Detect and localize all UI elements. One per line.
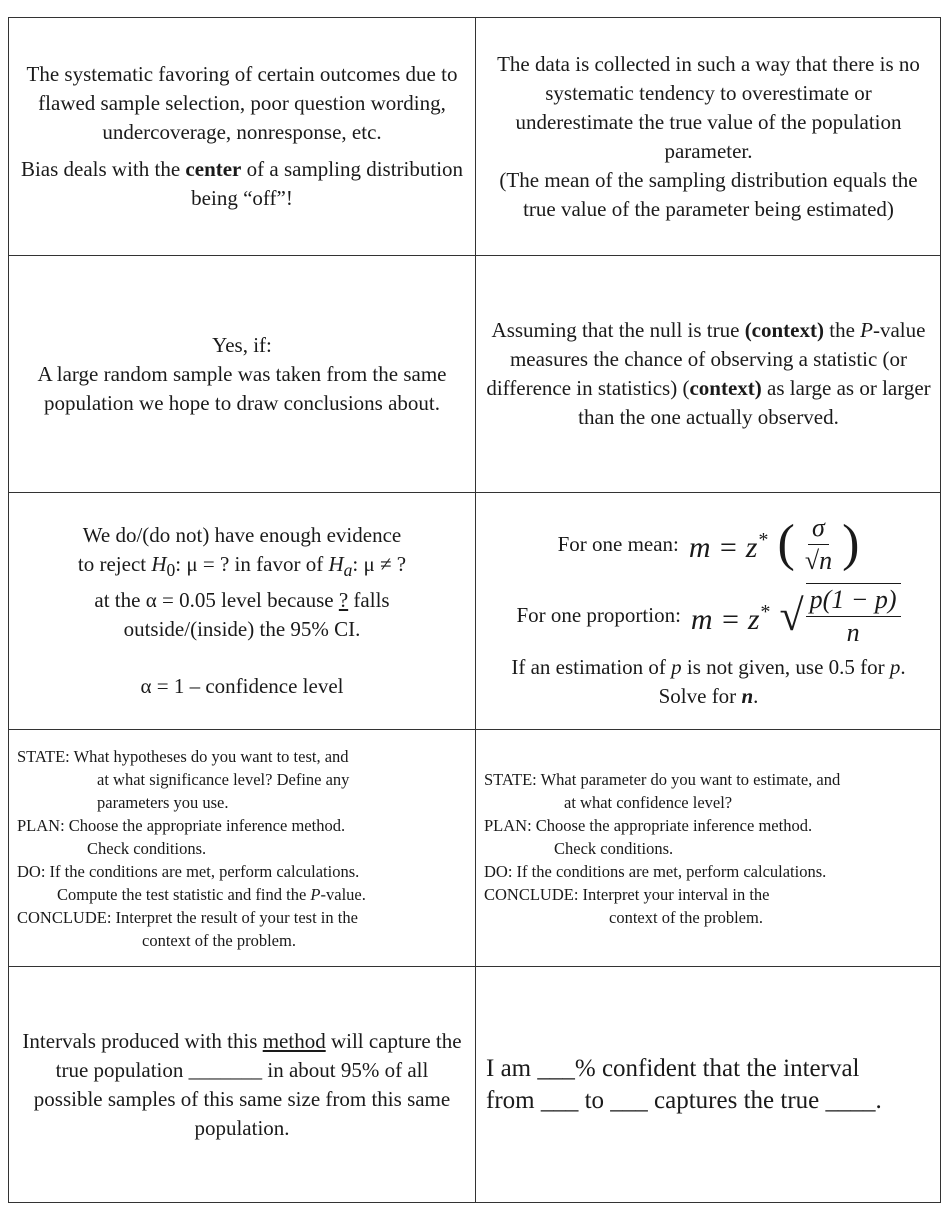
bias-definition-text: The systematic favoring of certain outcomes due to flawed sample selection, poor question wording, undercoverage, nonresponse, etc. [26,62,458,144]
yes-if-text: Yes, if: [212,332,272,357]
alpha-formula-text: α = 1 – confidence level [140,673,344,698]
test-state-step-cont: at what significance level? Define any [97,769,350,789]
ci-do-step: DO: If the conditions are met, perform calculations. [484,861,827,881]
test-state-step-cont: parameters you use. [97,792,229,812]
one-proportion-formula: For one proportion: m = z* √ $\frac{p(1 - p)}{n}$ [486,583,931,649]
conclusion-line-4: outside/(inside) the 95% CI. [123,616,361,641]
unbiased-definition-text: The data is collected in such a way that there is no systematic tendency to overestimate or underestimate the true value of the population parameter. [497,51,920,163]
ci-state-step-cont: at what confidence level? [564,792,733,812]
ci-interpretation-line-2: from ___ to ___ captures the true ____. [486,1087,882,1114]
card-ci-test-conclusion [9,493,475,729]
card-unbiased-definition [476,18,941,255]
ci-conclude-step-cont: context of the problem. [609,907,763,927]
confidence-level-text: Intervals produced with this method will capture the true population _______ in about 95% of all possible samples of this same size from this same population. [22,1029,462,1140]
test-state-step: STATE: What hypotheses do you want to test, and [17,746,349,766]
test-plan-step-cont: Check conditions. [87,838,207,858]
card-generalize-conditions [9,256,475,492]
card-confidence-interval-interpretation [476,967,941,1203]
test-do-step: DO: If the conditions are met, perform calculations. [17,861,360,881]
ci-state-step: STATE: What parameter do you want to estimate, and [484,769,841,789]
unbiased-note-text: (The mean of the sampling distribution equals the true value of the parameter being estimated) [499,167,918,221]
card-p-value-interpretation [476,256,941,492]
test-conclude-step: CONCLUDE: Interpret the result of your test in the [17,907,358,927]
conclusion-line-1: We do/(do not) have enough evidence [82,523,402,548]
card-confidence-level-interpretation [9,967,475,1203]
conclusion-line-3: at the α = 0.05 level because ? falls [94,587,390,612]
flashcard-grid [8,17,941,1203]
test-do-step-cont: Compute the test statistic and find the P-value. [57,884,366,904]
bias-center-text: Bias deals with the center of a sampling distribution being “off”! [20,157,464,210]
estimation-note-text: If an estimation of p is not given, use 0.5 for p. Solve for n. [511,654,906,708]
conclusion-line-2: to reject $H_0$: μ = ? in favor of $H_a$: μ ≠ ? [77,552,407,581]
ci-conclude-step: CONCLUDE: Interpret your interval in the [484,884,770,904]
ci-plan-step-cont: Check conditions. [554,838,674,858]
card-significance-test-steps [9,730,475,966]
one-mean-formula: For one mean: m = z* ( $\frac{\sigma}{√n}$ ) [557,512,860,575]
ci-plan-step: PLAN: Choose the appropriate inference method. [484,815,813,835]
test-plan-step: PLAN: Choose the appropriate inference method. [17,815,346,835]
large-random-sample-text: A large random sample was taken from the same population we hope to draw conclusions about. [37,361,447,415]
card-margin-of-error-formulas [476,493,941,729]
card-confidence-interval-steps [476,730,941,966]
test-conclude-step-cont: context of the problem. [142,930,296,950]
card-bias-definition [9,18,475,255]
p-value-text: Assuming that the null is true (context) the P-value measures the chance of observing a statistic (or difference in statistics) (context) as large as or larger than the one actually observed. [486,318,931,429]
ci-interpretation-line-1: I am ___% confident that the interval [486,1055,860,1082]
